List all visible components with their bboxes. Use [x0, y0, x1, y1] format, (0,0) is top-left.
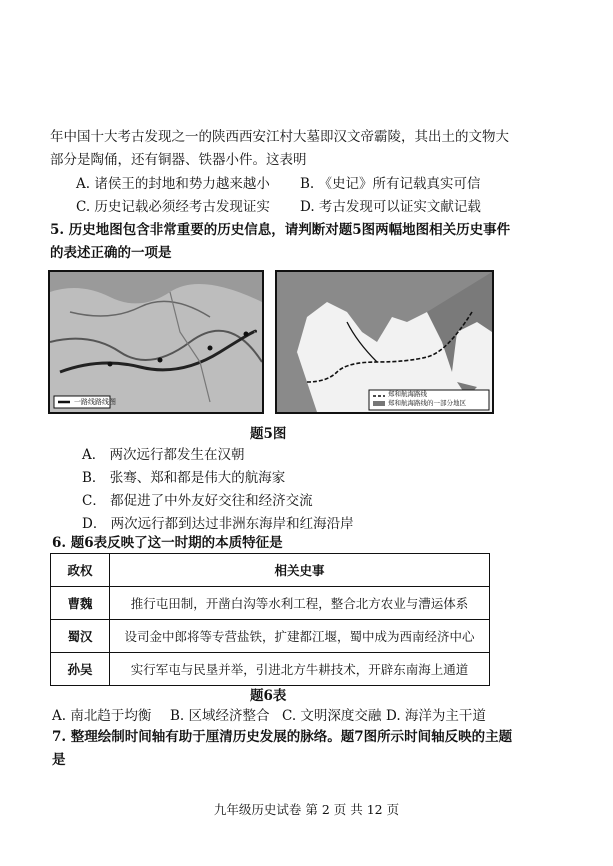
q6-option-b: B. 区域经济整合: [170, 708, 270, 724]
table6-regime-cell: 蜀汉: [51, 620, 110, 653]
table6-header-regime: 政权: [51, 554, 110, 587]
table6-caption: 题6表: [250, 688, 287, 704]
table-row: [51, 620, 490, 653]
q6-option-a: A. 南北趋于均衡: [52, 708, 152, 724]
map-left-graphic: [50, 272, 262, 412]
table6-header-row: [51, 554, 490, 587]
q4-option-b: B. 《史记》所有记载真实可信: [300, 176, 481, 192]
table6: [50, 553, 490, 686]
q4-option-c: C. 历史记载必须经考古发现证实: [76, 199, 270, 215]
map-left-legend-label: 一路线路线图: [74, 398, 116, 406]
q6-option-d: D. 海洋为主干道: [386, 708, 486, 724]
q4-option-d: D. 考古发现可以证实文献记载: [300, 199, 481, 215]
table6-header-events: 相关史事: [110, 554, 490, 587]
table6-regime-cell: 孙吴: [51, 653, 110, 686]
q4-option-a: A. 诸侯王的封地和势力越来越小: [76, 176, 270, 192]
table6-regime-cell: 曹魏: [51, 587, 110, 620]
map-left-silk-road: [48, 270, 264, 414]
q5-option-a: A． 两次远行都发生在汉朝: [82, 447, 245, 463]
q7-stem-line-2: 是: [52, 752, 66, 768]
table6-events-cell: 推行屯田制，开凿白沟等水利工程，整合北方农业与漕运体系: [110, 587, 490, 620]
map-right-zheng-he: [275, 270, 494, 414]
q7-stem-line-1: 7. 整理绘制时间轴有助于厘清历史发展的脉络。题7图所示时间轴反映的主题: [52, 729, 513, 745]
table6-events-cell: 实行军屯与民垦并举，引进北方牛耕技术，开辟东南海上通道: [110, 653, 490, 686]
page-footer: 九年级历史试卷 第 2 页 共 12 页: [213, 802, 400, 817]
table6-events-cell: 设司金中郎将等专营盐铁，扩建都江堰，蜀中成为西南经济中心: [110, 620, 490, 653]
q6-stem: 6. 题6表反映了这一时期的本质特征是: [52, 535, 283, 551]
q6-option-c: C. 文明深度交融: [282, 708, 382, 724]
q5-stem-line-2: 的表述正确的一项是: [50, 245, 172, 261]
map-right-graphic: [277, 272, 492, 412]
map-right-legend-1: 郑和航海路线: [388, 390, 427, 398]
table-row: [51, 653, 490, 686]
q5-option-b: B． 张骞、郑和都是伟大的航海家: [82, 470, 286, 486]
q4-stem-line-2: 部分是陶俑，还有铜器、铁器小件。这表明: [50, 152, 307, 168]
q5-option-c: C． 都促进了中外友好交往和经济交流: [82, 493, 313, 509]
table-row: [51, 587, 490, 620]
q5-stem-line-1: 5. 历史地图包含非常重要的历史信息，请判断对题5图两幅地图相关历史事件: [50, 222, 511, 238]
q4-stem-line-1: 年中国十大考古发现之一的陕西西安江村大墓即汉文帝霸陵，其出土的文物大: [50, 129, 509, 145]
map-right-legend-2: 郑和航海路线的一部分地区: [388, 399, 466, 407]
figure5-caption: 题5图: [250, 426, 287, 442]
q5-option-d: D． 两次远行都到达过非洲东海岸和红海沿岸: [82, 516, 354, 532]
